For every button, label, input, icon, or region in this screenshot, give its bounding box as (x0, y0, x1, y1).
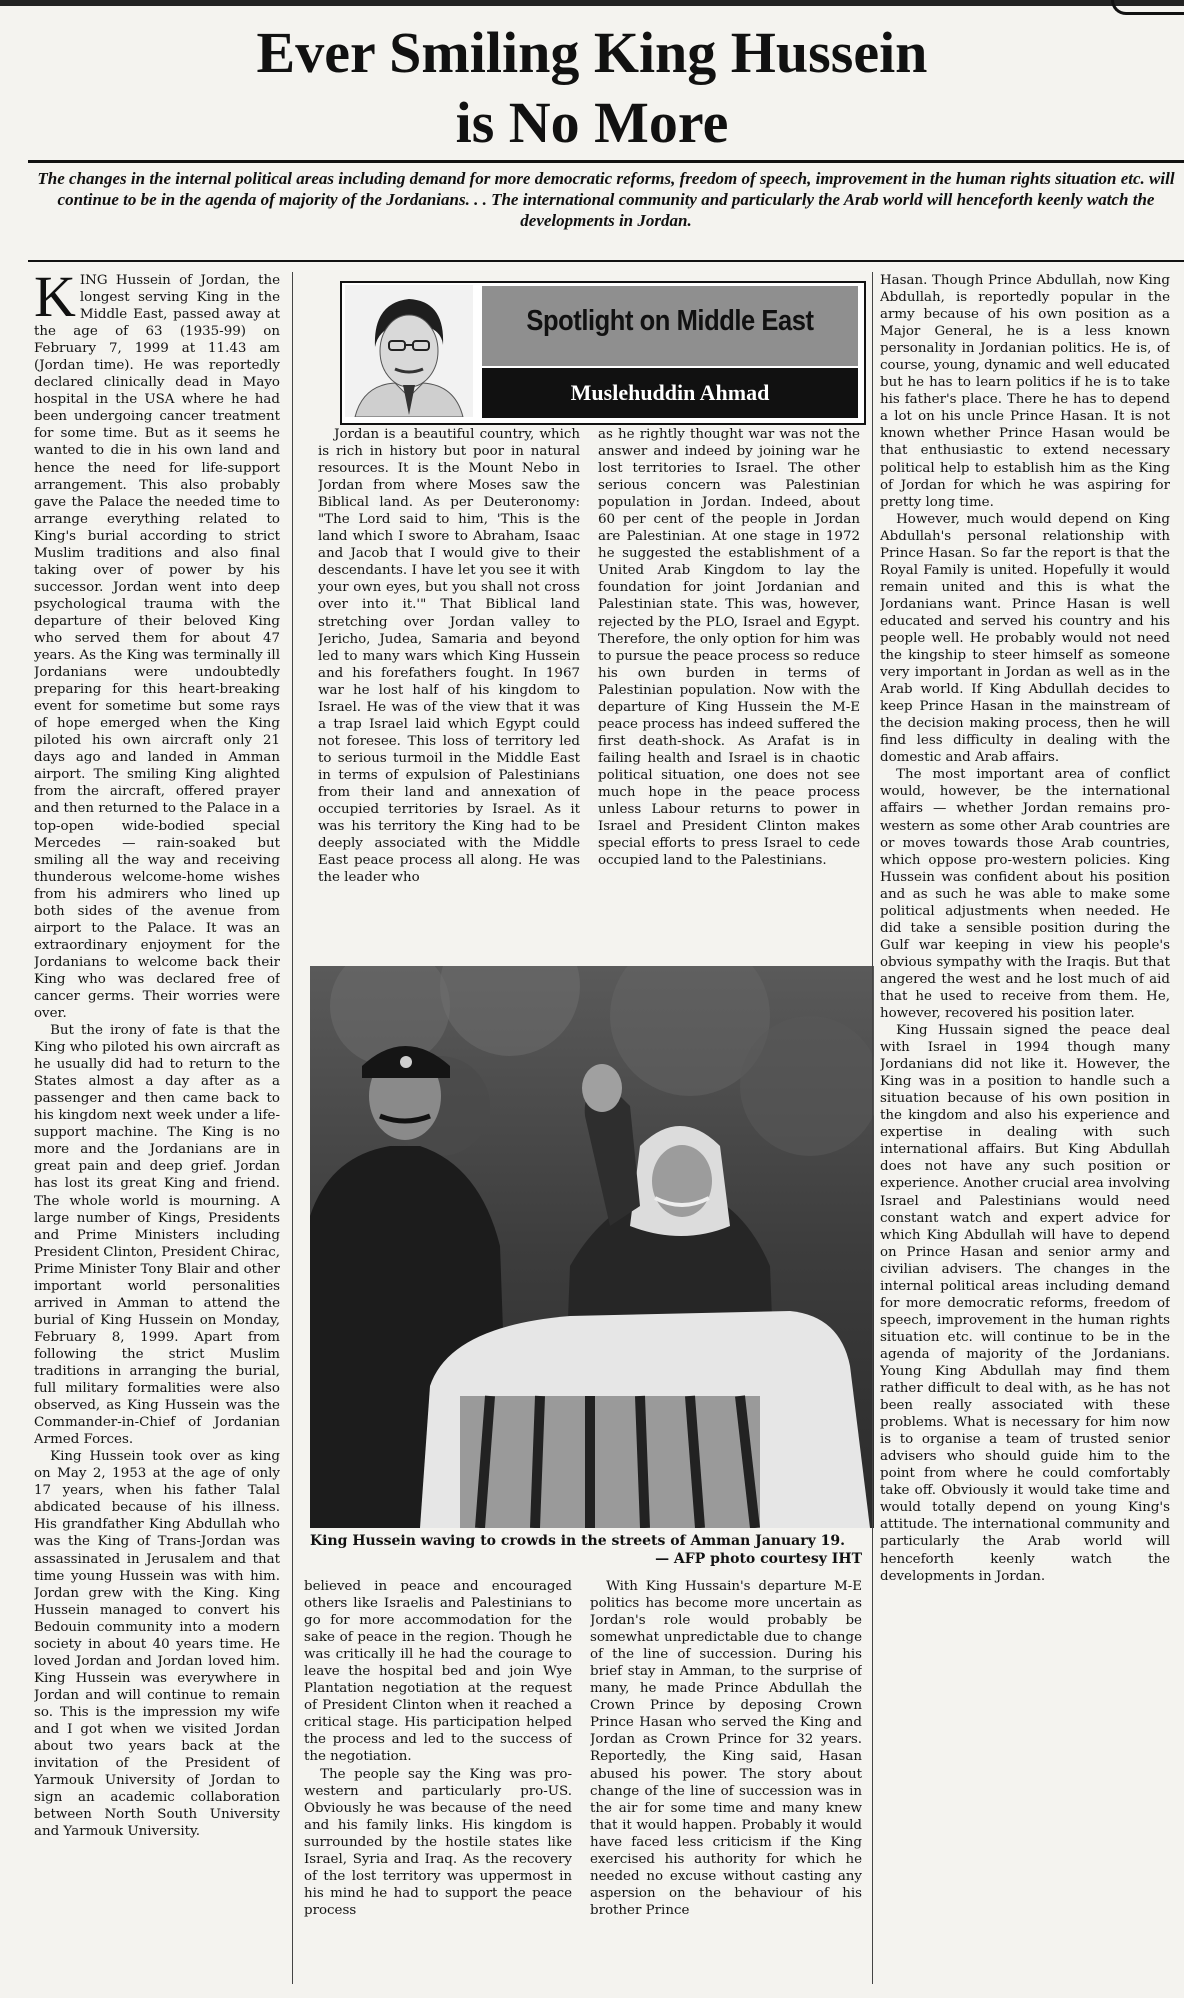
column-4-paragraph-3: The most important area of conflict would, however, be the international affairs — whether Jordan remains pro-western as some other Arab countries are or moves towards those Arab countries, which oppose pro-western policies. King Hussein was confident about his position and as such he was able to make some political adjustments when needed. He did take a sensible position during the Gulf war keeping in view his people's obvious sympathy with the Iraqis. But that angered the west and he lost much of aid that he used to receive from them. He, however, recovered his position later. (880, 767, 1170, 1022)
author-portrait (345, 285, 473, 417)
column-2-lower-paragraph-2: The people say the King was pro-western and particularly pro-US. Obviously he was because of the need and his family links. His kingdom is surrounded by the hostile states like Israel, Syria and Iraq. As the recovery of the lost territory was uppermost in his mind he had to support the peace process (304, 1766, 572, 1918)
column-4-paragraph-1: Hasan. Though Prince Abdullah, now King Abdullah, is reportedly popular in the army because of his own position as a Major General, he is a less known personality in Jordanian politics. He is, of course, young, dynamic and well educated but he has to learn politics if he is to take his father's place. There he has to depend a lot on his uncle Prince Hasan. It is not known whether Prince Hasan would be that enthusiastic to extend necessary political help to establish him as the King of Jordan for which he was aspiring for pretty long time. (880, 273, 1170, 510)
author-name: Muslehuddin Ahmad (570, 380, 770, 405)
column-3-lower-paragraph-1: With King Hussain's departure M-E politics has become more uncertain as Jordan's role would probably be somewhat unpredictable due to change of the line of succession. During his brief stay in Amman, to the surprise of many, he made Prince Abdullah the Crown Prince by deposing Crown Prince Hasan who served the King and Jordan as Crown Prince for 32 years. Reportedly, the King said, Hasan abused his power. The story about change of the line of succession was in the air for some time and many knew that it would happen. Probably it would have faced less criticism if the King exercised his authority for which he needed no excuse without casting any aspersion on the behaviour of his brother Prince (590, 1579, 862, 1918)
column-1-paragraph-3: King Hussein took over as king on May 2, 1953 at the age of only 17 years, when his father Talal abdicated because of his illness. His grandfather King Abdullah who was the King of Trans-Jordan was assassinated in Jerusalem and that time young Hussein was with him. Jordan grew with the King. King Hussein managed to convert his Bedouin community into a modern society in about 40 years time. He loved Jordan and Jordan loved him. King Hussein was everywhere in Jordan and will continue to remain so. This is the impression my wife and I got when we visited Jordan about two years back at the invitation of the President of Yarmouk University of Jordan to sign an academic collaboration between North South University and Yarmouk University. (34, 1449, 280, 1840)
photo-credit: — AFP photo courtesy IHT (655, 1551, 862, 1567)
column-4-paragraph-2: However, much would depend on King Abdullah's personal relationship with Prince Hasan. So far the report is that the Royal Family is united. Hopefully it would remain united and this is what the Jordanians want. Prince Hasan is well educated and served his country and his people well. He probably would not need the kingship to steer himself as someone very important in Jordan as well as in the Arab world. If King Abdullah decides to keep Prince Hasan in the mainstream of the decision making process, then he will find less difficulty in dealing with the domestic and Arab affairs. (880, 511, 1170, 766)
column-divider-3 (872, 272, 873, 1984)
column-2-upper-paragraph-1: Jordan is a beautiful country, which is rich in history but poor in natural resources. It is the Mount Nebo in Jordan from where Moses saw the Biblical land. As per Deuteronomy: "The Lord said to him, 'This is the land which I swore to Abraham, Isaac and Jacob that I would give to their descendants. I have let you see it with your own eyes, but you shall not cross over into it.'" That Biblical land stretching over Jordan valley to Jericho, Judea, Samaria and beyond led to many wars which King Hussein and his forefathers fought. In 1967 war he lost half of his kingdom to Israel. He was of the view that it was a trap Israel laid which Egypt could not foresee. This loss of territory led to serious turmoil in the Middle East in terms of expulsion of Palestinians from their land and annexation of occupied territories by Israel. As it was his territory the King had to be deeply associated with the Middle East peace process all along. He was the leader who (318, 427, 580, 886)
column-2-upper (318, 426, 580, 956)
column-3-upper-paragraph-1: as he rightly thought war was not the answer and indeed by joining war he lost territories to Israel. The other serious concern was Palestinian population in Jordan. Indeed, about 60 per cent of the people in Jordan are Palestinian. At one stage in 1972 he suggested the establishment of a United Arab Kingdom to lay the foundation for joint Jordanian and Palestinian state. This was, however, rejected by the PLO, Israel and Egypt. Therefore, the only option for him was to pursue the peace process so reduce his own burden in terms of Palestinian population. Now with the departure of King Hussein the M-E peace process has indeed suffered the first death-shock. As Arafat is in failing health and Israel is in chaotic political situation, one does not see much hope in the peace process unless Labour returns to power in Israel and President Clinton makes special efforts to press Israel to cede occupied land to the Palestinians. (598, 427, 860, 869)
column-2-lower (304, 1578, 572, 1988)
headline-line-1: Ever Smiling King Hussein (256, 20, 928, 85)
column-3-upper (598, 426, 860, 956)
column-1-paragraph-2: But the irony of fate is that the King who piloted his own aircraft as he usually did had to return to the States almost a day after as a passenger and then came back to his kingdom next week under a life-support machine. The King is no more and the Jordanians are in great pain and deep grief. Jordan has lost its great King and friend. The whole world is mourning. A large number of Kings, Presidents and Prime Ministers including President Clinton, President Chirac, Prime Minister Tony Blair and other important world personalities arrived in Amman to attend the burial of King Hussein on Monday, February 8, 1999. Apart from following the strict Muslim traditions in arranging the burial, full military formalities were also observed, as King Hussein was the Commander-in-Chief of Jordanian Armed Forces. (34, 1023, 280, 1448)
column-1 (34, 272, 280, 1987)
masthead-fragment (1111, 0, 1184, 15)
column-divider-1 (292, 272, 293, 1984)
author-portrait-image (345, 285, 473, 417)
column-1-paragraph-1-text: ING Hussein of Jordan, the longest serving King in the Middle East, passed away at the age of 63 (1935-99) on February 7, 1999 at 11.43 am (Jordan time). He was reportedly declared clinically dead in Mayo hospital in the USA where he had been undergoing cancer treatment for some time. But as it seems he wanted to die in his own land and hence the need for life-support arrangement. This also probably gave the Palace the needed time to arrange everything related to King's burial according to strict Muslim traditions and also final taking over of power by his successor. Jordan went into deep psychological trauma with the departure of their beloved King who served them for about 47 years. As the King was terminally ill Jordanians were undoubtedly preparing for this heart-breaking event for sometime but some rays of hope emerged when the King piloted his own aircraft only 21 days ago and landed in Amman airport. The smiling King alighted from the aircraft, offered prayer and then returned to the Palace in a top-open wide-bodied special Mercedes — rain-soaked but smiling all the way and receiving thunderous welcome-home wishes from his admirers who lined up both sides of the avenue from airport to the Palace. It was an extraordinary enjoyment for the Jordanians to welcome back their King who was declared free of cancer germs. Their worries were over. (34, 273, 280, 1022)
photo-caption: King Hussein waving to crowds in the streets of Amman January 19. (310, 1533, 845, 1549)
drop-cap: K (34, 272, 76, 329)
page-top-rule (0, 0, 1184, 6)
spotlight-title: Spotlight on Middle East (526, 305, 814, 337)
deck-rule (28, 260, 1184, 262)
headline-line-2: is No More (455, 90, 729, 155)
column-2-lower-paragraph-1: believed in peace and encouraged others like Israelis and Palestinians to go for more accommodation for the sake of peace in the region. Though he was critically ill he had the courage to leave the hospital bed and join Wye Plantation negotiation at the request of President Clinton when it reached a critical stage. His participation helped the process and led to the success of the negotiation. (304, 1579, 572, 1765)
column-4-paragraph-4: King Hussain signed the peace deal with Israel in 1994 though many Jordanians did not like it. However, the King was in a position to handle such a situation because of his own position in the kingdom and also his experience and expertise in dealing with such international affairs. But King Abdullah does not have any such position or experience. Another crucial area involving Israel and Palestinians would need constant watch and expert advice for which King Abdullah will have to depend on Prince Hasan and senior army and civilian advisers. The changes in the internal political areas including demand for more democratic reforms, freedom of speech, improvement in the human rights situation etc. will continue to be in the agenda of majority of the Jordanians. Young King Abdullah may find them rather difficult to deal with, as he has not been really associated with these problems. What is necessary for him now is to organise a team of trusted senior advisers who should guide him to the point from where he could comfortably take off. Obviously it would take time and would totally depend on young King's attitude. The international community and particularly the Arab world will henceforth keenly watch the developments in Jordan. (880, 1023, 1170, 1584)
photo-image (310, 966, 874, 1528)
column-3-lower (590, 1578, 862, 1988)
headline-rule (28, 160, 1184, 163)
article-deck: The changes in the internal political areas including demand for more democratic reforms, freedom of speech, improvement in the human rights situation etc. will continue to be in the agenda of majority of the Jordanians. . . The international community and particularly the Arab world will henceforth keenly watch the developments in Jordan. (37, 169, 1175, 230)
column-4 (880, 272, 1170, 1987)
news-photo (310, 966, 874, 1528)
column-1-paragraph-1 (34, 272, 280, 1022)
